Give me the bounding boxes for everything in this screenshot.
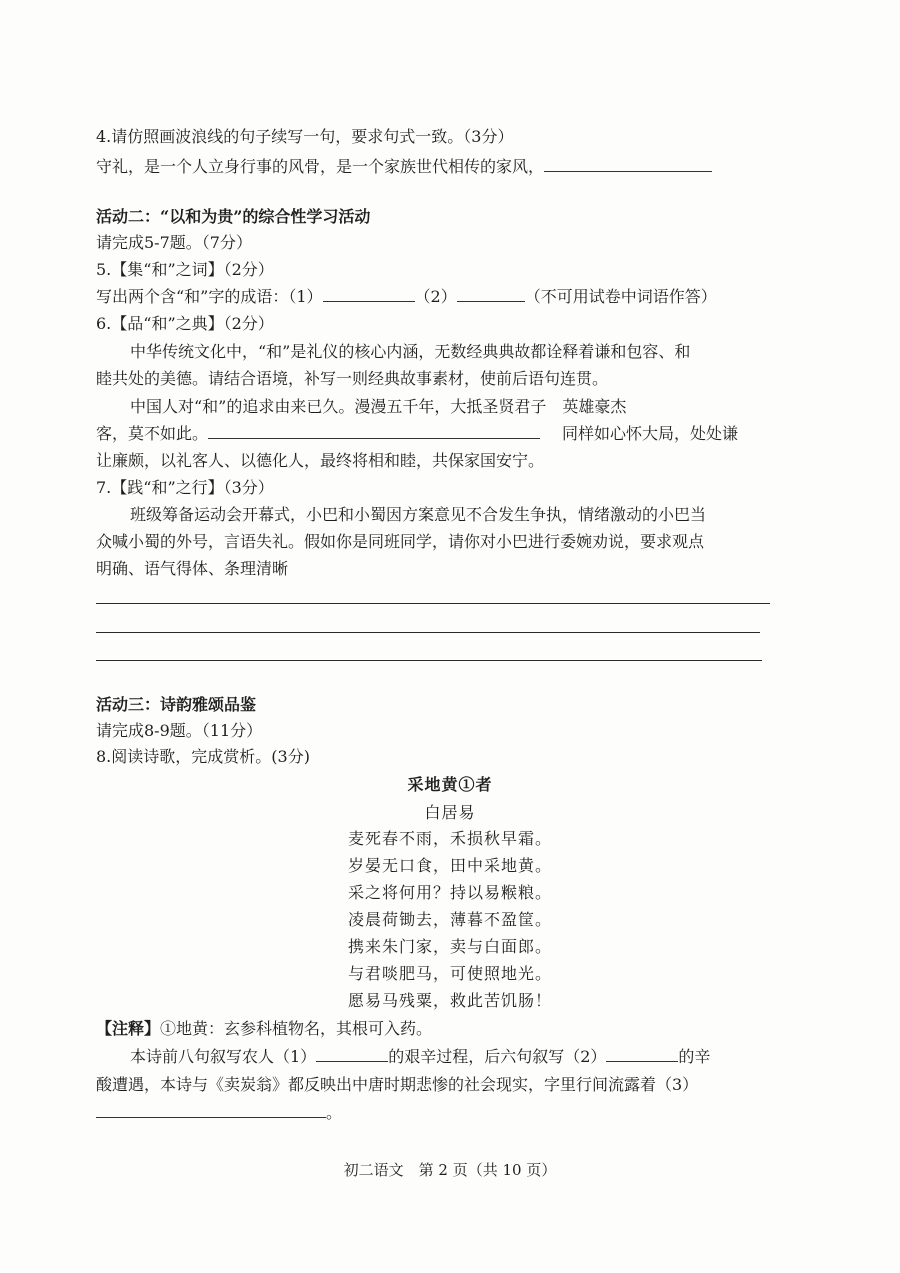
q5-prompt-text: 写出两个含“和”字的成语：（1）: [96, 287, 323, 306]
q8-answer-line-3: [96, 1102, 342, 1124]
q5-prompt: [96, 286, 717, 308]
poem-note: [96, 1018, 432, 1040]
q5-answer-blank-1[interactable]: [323, 287, 415, 302]
poem-note-text: ①地黄：玄参科植物名，其根可入药。: [160, 1019, 433, 1038]
q7-answer-line-2[interactable]: [96, 632, 760, 633]
q8-answer-line-2: 酸遭遇，本诗与《卖炭翁》都反映出中唐时期悲惨的社会现实，字里行间流露着（3）: [96, 1075, 699, 1094]
activity2-title: 活动二：“以和为贵”的综合性学习活动: [96, 207, 371, 226]
q7-para2: 众喊小蜀的外号，言语失礼。假如你是同班同学，请你对小巴进行委婉劝说，要求观点: [96, 532, 705, 551]
poem-line: 岁晏无口食，田中采地黄。: [347, 856, 552, 875]
q4-title: 4.请仿照画波浪线的句子续写一句，要求句式一致。（3分）: [96, 127, 514, 146]
q7-answer-line-1[interactable]: [96, 603, 770, 604]
q8-title: 8.阅读诗歌，完成赏析。(3分): [96, 747, 310, 766]
poem-line: 麦死春不雨，禾损秋早霜。: [347, 829, 552, 848]
q7-answer-line-3[interactable]: [96, 660, 762, 661]
q6-para1: 中华传统文化中，“和”是礼仪的核心内涵，无数经典典故都诠释着谦和包容、和: [130, 342, 691, 361]
poem-line: 采之将何用？持以易糇粮。: [347, 883, 552, 902]
activity3-instruction: 请完成8-9题。（11分）: [96, 721, 263, 740]
q7-para3: 明确、语气得体、条理清晰: [96, 559, 289, 578]
q7-title: 7.【践“和”之行】（3分）: [96, 478, 274, 497]
q8-ans3-end: 。: [326, 1103, 343, 1122]
poem-title: 采地黄①者: [407, 775, 493, 794]
q5-mid: （2）: [414, 287, 457, 306]
q5-answer-blank-2[interactable]: [457, 287, 525, 302]
q6-para2-mid-text: 客，莫不如此。: [96, 424, 209, 443]
q8-blank-1[interactable]: [316, 1047, 388, 1062]
q6-para1b: 睦共处的美德。请结合语境，补写一则经典故事素材，使前后语句连贯。: [96, 369, 609, 388]
q6-para2-end: 同样如心怀大局，处处谦: [562, 424, 739, 443]
q8-answer-line-1: [130, 1046, 710, 1068]
q6-title: 6.【品“和”之典】（2分）: [96, 314, 274, 333]
q8-blank-2[interactable]: [606, 1047, 678, 1062]
q8-ans1-c: 的辛: [678, 1047, 711, 1066]
q6-para2-start: 中国人对“和”的追求由来已久。漫漫五千年，大抵圣贤君子 英雄豪杰: [130, 397, 627, 416]
activity2-instruction: 请完成5-7题。（7分）: [96, 233, 252, 252]
poem-line: 携来朱门家，卖与白面郎。: [347, 937, 552, 956]
poem-note-label: 【注释】: [96, 1019, 161, 1038]
poem-author: 白居易: [424, 803, 476, 822]
q8-ans1-b: 的艰辛过程，后六句叙写（2）: [388, 1047, 607, 1066]
q7-para1: 班级筹备运动会开幕式，小巴和小蜀因方案意见不合发生争执，情绪激动的小巴当: [130, 505, 707, 524]
q4-sentence: [96, 156, 712, 178]
q5-note: （不可用试卷中词语作答）: [524, 287, 717, 306]
q4-sentence-text: 守礼，是一个人立身行事的风骨，是一个家族世代相传的家风，: [96, 157, 545, 176]
q8-ans1-a: 本诗前八句叙写农人（1）: [130, 1047, 317, 1066]
activity3-title: 活动三：诗韵雅颂品鉴: [96, 695, 257, 714]
page-footer: 初二语文 第 2 页（共 10 页）: [343, 1161, 557, 1179]
q6-para2-last: 让廉颇，以礼客人、以德化人，最终将相和睦，共保家国安宁。: [96, 451, 545, 470]
q8-blank-3[interactable]: [96, 1103, 326, 1118]
q5-title: 5.【集“和”之词】（2分）: [96, 260, 274, 279]
poem-line: 愿易马残粟，救此苦饥肠！: [347, 991, 552, 1010]
poem-line: 与君啖肥马，可使照地光。: [347, 964, 552, 983]
poem-line: 凌晨荷锄去，薄暮不盈筐。: [347, 910, 552, 929]
q6-para2-mid: [96, 423, 738, 445]
q6-answer-blank[interactable]: [208, 424, 540, 439]
q4-answer-blank[interactable]: [544, 157, 712, 172]
